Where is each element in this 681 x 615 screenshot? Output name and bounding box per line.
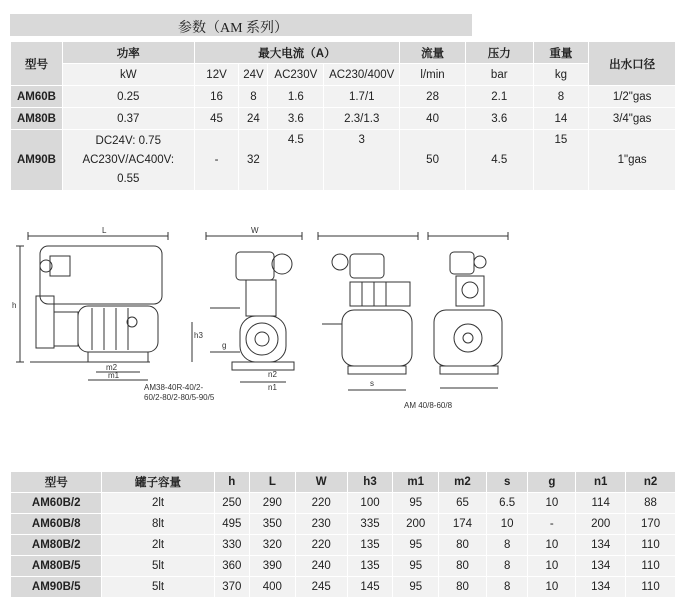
dims-cell: 110 — [626, 556, 676, 577]
cell-weight: 15 — [533, 130, 589, 191]
cell-flow: 28 — [400, 86, 466, 108]
dims-header-cell: 罐子容量 — [102, 472, 214, 493]
front-view — [192, 232, 302, 382]
cell-model: AM60B — [11, 86, 63, 108]
dims-cell: 400 — [249, 577, 295, 598]
cell-power — [62, 130, 194, 191]
unit-power: kW — [62, 64, 194, 86]
dims-cell: 95 — [393, 556, 439, 577]
cell-pressure: 2.1 — [465, 86, 533, 108]
header-pressure: 压力 — [465, 42, 533, 64]
dim-n1-label: n1 — [268, 383, 277, 392]
cell-ac400: 3 — [324, 130, 400, 191]
dims-cell: 360 — [214, 556, 249, 577]
unit-24v: 24V — [239, 64, 268, 86]
dims-cell: 2lt — [102, 535, 214, 556]
dims-cell: 250 — [214, 493, 249, 514]
power-line-2: AC230V/AC400V: — [82, 153, 175, 166]
dims-row — [11, 577, 676, 598]
dims-cell: 110 — [626, 577, 676, 598]
dims-cell: 290 — [249, 493, 295, 514]
cell-24v: 32 — [239, 130, 268, 191]
dims-cell: AM60B/2 — [11, 493, 102, 514]
cell-weight: 8 — [533, 86, 589, 108]
cell-pressure: 4.5 — [465, 130, 533, 191]
dims-cell: 65 — [439, 493, 487, 514]
dim-h-label: h — [12, 301, 17, 310]
dims-cell: 10 — [486, 514, 528, 535]
dims-row — [11, 493, 676, 514]
dims-cell: 145 — [347, 577, 393, 598]
dims-row — [11, 514, 676, 535]
dims-cell: 135 — [347, 556, 393, 577]
dims-header-row — [11, 472, 676, 493]
front-view-tank — [428, 232, 508, 388]
dims-cell: 134 — [576, 577, 626, 598]
dims-cell: 350 — [249, 514, 295, 535]
dims-cell: 200 — [393, 514, 439, 535]
dims-cell: 320 — [249, 535, 295, 556]
dims-cell: 134 — [576, 556, 626, 577]
cell-pressure: 3.6 — [465, 108, 533, 130]
dims-cell: 95 — [393, 577, 439, 598]
dims-cell: 80 — [439, 556, 487, 577]
dims-cell: 240 — [295, 556, 347, 577]
dims-cell: 8 — [486, 577, 528, 598]
dims-cell: 230 — [295, 514, 347, 535]
cell-ac400: 1.7/1 — [324, 86, 400, 108]
dims-cell: 100 — [347, 493, 393, 514]
dim-m1-label: m1 — [108, 371, 120, 380]
caption-right: AM 40/8-60/8 — [404, 401, 453, 410]
cell-24v: 24 — [239, 108, 268, 130]
dims-header-cell: W — [295, 472, 347, 493]
unit-ac400: AC230/400V — [324, 64, 400, 86]
side-view — [16, 232, 168, 380]
unit-weight: kg — [533, 64, 589, 86]
header-flow: 流量 — [400, 42, 466, 64]
dims-cell: 80 — [439, 535, 487, 556]
dims-cell: - — [528, 514, 576, 535]
spec-table — [10, 41, 676, 191]
dims-cell: 5lt — [102, 556, 214, 577]
spec-row-am90b — [11, 130, 676, 191]
dim-g-label: g — [222, 341, 227, 350]
dims-cell: 5lt — [102, 577, 214, 598]
header-current: 最大电流（A） — [194, 42, 400, 64]
dim-L-label: L — [102, 226, 107, 235]
dims-cell: 88 — [626, 493, 676, 514]
cell-outlet: 1/2"gas — [589, 86, 676, 108]
cell-ac230: 3.6 — [268, 108, 324, 130]
cell-12v: 45 — [194, 108, 239, 130]
power-line-1: DC24V: 0.75 — [95, 134, 161, 147]
cell-12v: - — [194, 130, 239, 191]
dims-cell: 2lt — [102, 493, 214, 514]
cell-power: 0.25 — [62, 86, 194, 108]
unit-12v: 12V — [194, 64, 239, 86]
spec-title-bar — [10, 14, 472, 36]
dims-cell: 220 — [295, 535, 347, 556]
header-weight: 重量 — [533, 42, 589, 64]
dims-cell: 80 — [439, 577, 487, 598]
dims-header-cell: L — [249, 472, 295, 493]
dims-cell: 200 — [576, 514, 626, 535]
cell-12v: 16 — [194, 86, 239, 108]
dims-header-cell: 型号 — [11, 472, 102, 493]
caption-left-2: 60/2-80/2-80/5-90/5 — [144, 393, 215, 402]
pump-dimension-drawing — [10, 222, 510, 417]
dim-W-label: W — [251, 226, 259, 235]
cell-model: AM80B — [11, 108, 63, 130]
cell-outlet: 1"gas — [589, 130, 676, 191]
cell-flow: 40 — [400, 108, 466, 130]
dim-h3-label: h3 — [194, 331, 203, 340]
dims-header-cell: m2 — [439, 472, 487, 493]
spec-header-row — [11, 42, 676, 64]
cell-weight: 14 — [533, 108, 589, 130]
dim-n2-label: n2 — [268, 370, 277, 379]
dim-m2-label: m2 — [106, 363, 118, 372]
spec-row-am80b — [11, 108, 676, 130]
dims-header-cell: m1 — [393, 472, 439, 493]
cell-24v: 8 — [239, 86, 268, 108]
cell-model: AM90B — [11, 130, 63, 191]
cell-outlet: 3/4"gas — [589, 108, 676, 130]
dims-row — [11, 535, 676, 556]
dims-header-cell: s — [486, 472, 528, 493]
dims-cell: 114 — [576, 493, 626, 514]
dims-cell: 390 — [249, 556, 295, 577]
dims-cell: 495 — [214, 514, 249, 535]
header-outlet: 出水口径 — [589, 42, 676, 86]
dims-cell: 8lt — [102, 514, 214, 535]
dim-s-label: s — [370, 379, 374, 388]
dims-cell: 95 — [393, 493, 439, 514]
cell-flow: 50 — [400, 130, 466, 191]
caption-left-1: AM38-40R-40/2- — [144, 383, 204, 392]
dims-cell: 10 — [528, 556, 576, 577]
dims-cell: AM80B/5 — [11, 556, 102, 577]
cell-ac230: 4.5 — [268, 130, 324, 191]
dims-row — [11, 556, 676, 577]
dims-cell: AM90B/5 — [11, 577, 102, 598]
cell-ac230: 1.6 — [268, 86, 324, 108]
dims-cell: 8 — [486, 535, 528, 556]
dims-cell: 245 — [295, 577, 347, 598]
dims-cell: 110 — [626, 535, 676, 556]
dims-header-cell: n2 — [626, 472, 676, 493]
dims-cell: 10 — [528, 535, 576, 556]
header-power: 功率 — [62, 42, 194, 64]
spec-title: 参数（AM 系列） — [178, 21, 289, 36]
cell-ac400: 2.3/1.3 — [324, 108, 400, 130]
power-line-3: 0.55 — [117, 172, 140, 185]
dims-header-cell: g — [528, 472, 576, 493]
dims-header-cell: h — [214, 472, 249, 493]
dims-cell: 6.5 — [486, 493, 528, 514]
spec-unit-row — [11, 64, 676, 86]
dims-cell: 170 — [626, 514, 676, 535]
dims-cell: 220 — [295, 493, 347, 514]
dims-cell: 10 — [528, 493, 576, 514]
dims-header-cell: h3 — [347, 472, 393, 493]
side-view-tank — [318, 232, 418, 390]
dims-cell: 174 — [439, 514, 487, 535]
dimensions-table — [10, 471, 676, 598]
cell-power: 0.37 — [62, 108, 194, 130]
spec-row-am60b — [11, 86, 676, 108]
dims-cell: AM60B/8 — [11, 514, 102, 535]
header-model: 型号 — [11, 42, 63, 86]
dims-cell: 330 — [214, 535, 249, 556]
dims-header-cell: n1 — [576, 472, 626, 493]
unit-ac230: AC230V — [268, 64, 324, 86]
dims-cell: 335 — [347, 514, 393, 535]
dims-cell: 135 — [347, 535, 393, 556]
dims-cell: 134 — [576, 535, 626, 556]
dims-cell: 95 — [393, 535, 439, 556]
dims-cell: AM80B/2 — [11, 535, 102, 556]
dims-cell: 8 — [486, 556, 528, 577]
dims-cell: 370 — [214, 577, 249, 598]
dims-cell: 10 — [528, 577, 576, 598]
unit-flow: l/min — [400, 64, 466, 86]
unit-pressure: bar — [465, 64, 533, 86]
